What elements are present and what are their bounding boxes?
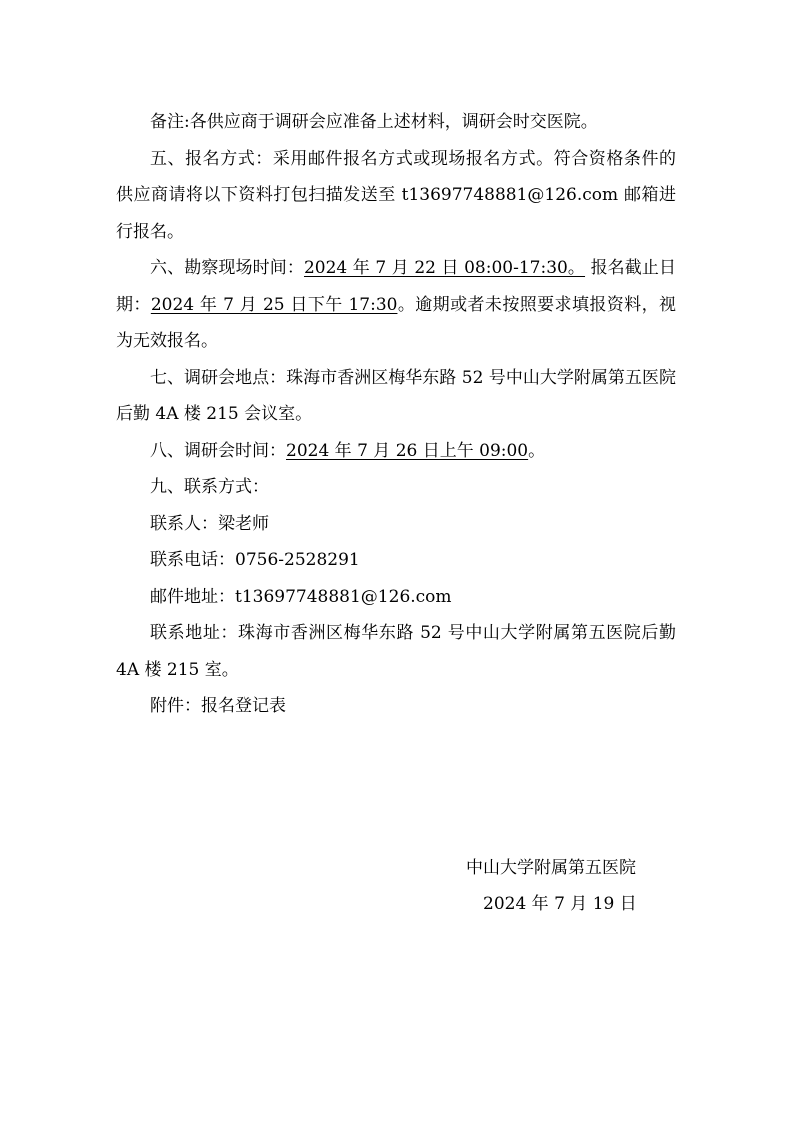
registration-deadline: 2024 年 7 月 25 日下午 17:30 (150, 294, 398, 315)
note-paragraph: 备注:各供应商于调研会应准备上述材料，调研会时交医院。 (150, 112, 598, 132)
survey-label: 六、勘察现场时间： (150, 258, 304, 278)
attachment-line: 附件：报名登记表 (150, 696, 286, 716)
document-body (116, 104, 676, 725)
meeting-time-label: 八、调研会时间： (150, 440, 286, 461)
section-contact-heading: 九、联系方式： (150, 477, 269, 497)
meeting-time-tail: 。 (528, 440, 546, 461)
section-meeting-location: 七、调研会地点：珠海市香洲区梅华东路 52 号中山大学附属第五医院后勤 4A 楼 215 会议室。 (116, 367, 676, 424)
meeting-time: 2024 年 7 月 26 日上午 09:00 (286, 440, 529, 461)
contact-phone: 联系电话：0756-2528291 (150, 550, 360, 570)
contact-person: 联系人：梁老师 (150, 513, 269, 534)
survey-time: 2024 年 7 月 22 日 08:00-17:30。 (303, 258, 586, 278)
section-meeting-time (116, 433, 676, 470)
contact-address: 联系地址：珠海市香洲区梅华东路 52 号中山大学附属第五医院后勤 4A 楼 215 室。 (116, 623, 676, 680)
signature-organization: 中山大学附属第五医院 (466, 858, 636, 878)
deadline-tail: 。逾期或者未按照要求填报资料，视为无效报名。 (116, 294, 676, 351)
signature-date: 2024 年 7 月 19 日 (483, 894, 637, 914)
section-registration-method: 五、报名方式：采用邮件报名方式或现场报名方式。符合资格条件的供应商请将以下资料打包扫描发送至 t13697748881@126.com 邮箱进行报名。 (116, 148, 676, 242)
section-site-survey (116, 250, 676, 360)
deadline-label: 报名截止日期： (116, 258, 676, 315)
contact-email: 邮件地址：t13697748881@126.com (150, 586, 452, 607)
